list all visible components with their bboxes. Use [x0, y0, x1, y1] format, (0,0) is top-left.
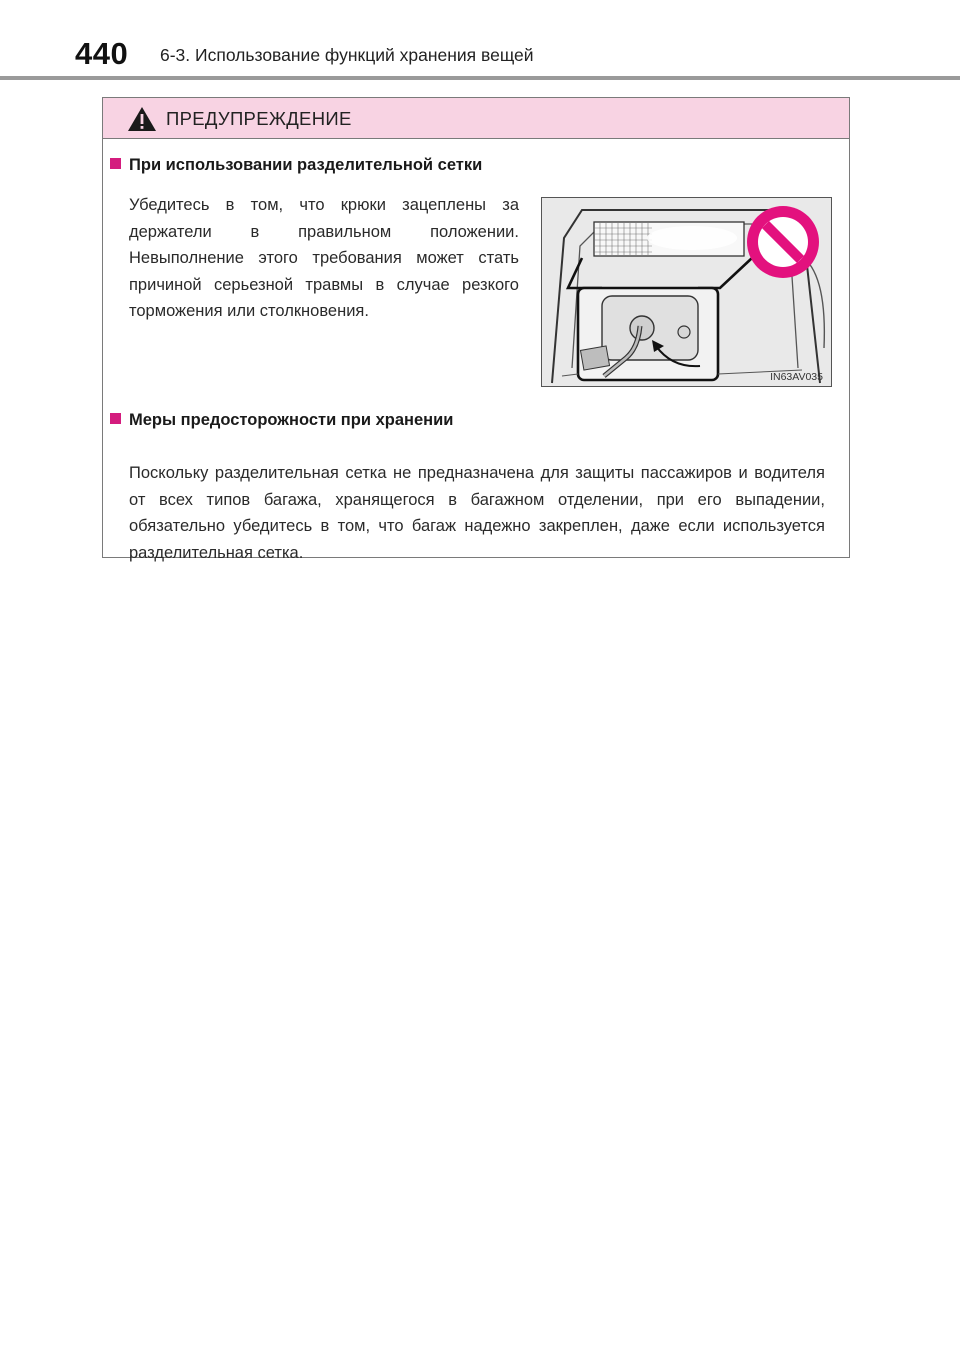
page-number: 440 — [75, 36, 129, 71]
page-header — [0, 0, 960, 80]
sub-heading-storage — [110, 411, 453, 430]
prohibition-icon — [747, 206, 819, 278]
square-bullet-icon — [110, 413, 121, 424]
paragraph-storage: Поскольку разделительная сетка не предназначена для защиты пассажиров и водителя от всех типов багажа, хранящегося в багажном отделении, при его выпадении, обязательно убедитесь в том, что багаж надежно закреплен, даже если используется разделительная сетка. — [129, 464, 825, 562]
cargo-area-drawing — [542, 198, 831, 386]
warning-box — [102, 97, 850, 562]
warning-triangle-icon — [127, 106, 157, 132]
sub-heading-text: Меры предосторожности при хранении — [129, 411, 454, 429]
square-bullet-icon — [110, 158, 121, 169]
sub-heading-text: При использовании разделительной сетки — [129, 156, 483, 174]
warning-header — [103, 98, 849, 139]
warning-title: ПРЕДУПРЕЖДЕНИЕ — [166, 108, 352, 129]
sub-heading-divider-net — [110, 156, 482, 175]
paragraph-hooks: Убедитесь в том, что крюки зацеплены за держатели в правильном положении. Невыполнение этого требования может стать причиной серьезной травмы в случае резкого торможения или столкновения. — [129, 196, 519, 320]
section-title: 6-3. Использование функций хранения вещей — [160, 45, 534, 65]
header-rule — [0, 76, 960, 80]
figure-code: IN63AV035 — [770, 371, 823, 383]
cargo-net-illustration — [541, 197, 832, 387]
